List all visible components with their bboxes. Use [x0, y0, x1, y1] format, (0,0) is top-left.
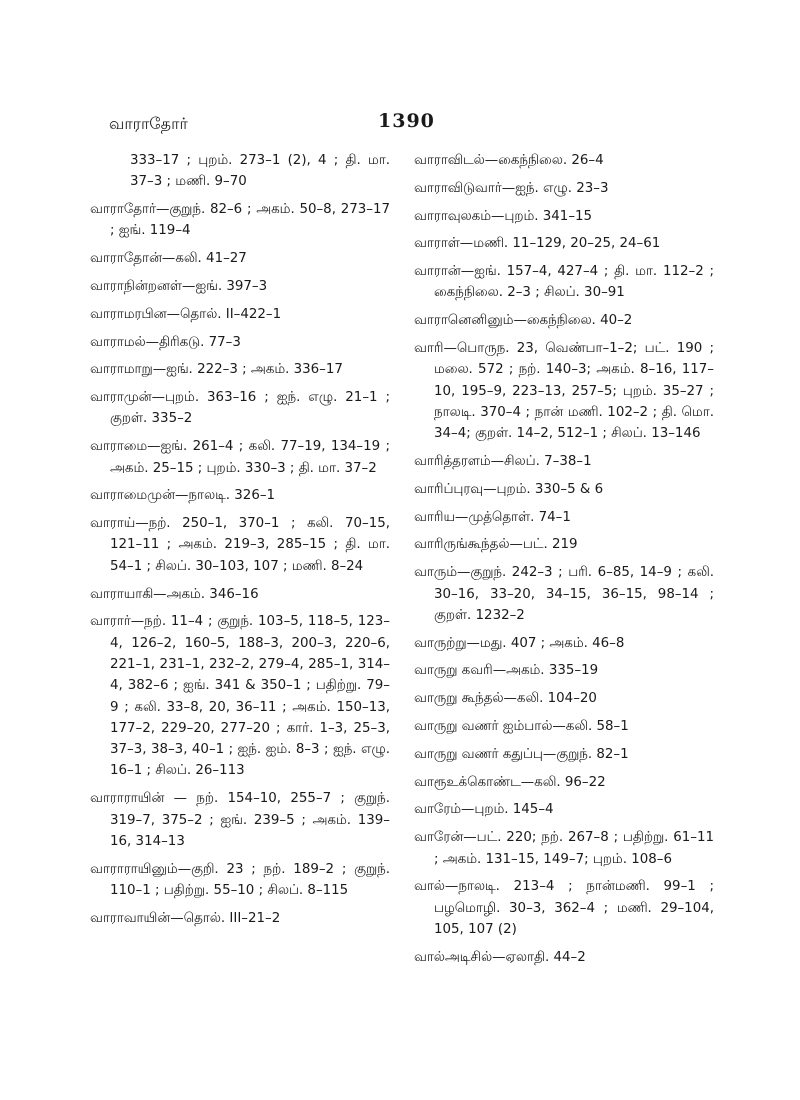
- index-entry: வாராவுலகம்—புறம். 341–15: [414, 208, 593, 224]
- index-entry: 333–17 ; புறம். 273–1 (2), 4 ; தி. மா. 37–3 ; மணி. 9–70: [130, 153, 390, 190]
- index-entry: வாரிப்புரவு—புறம். 330–5 & 6: [414, 481, 604, 497]
- running-head: வாராதோர்: [109, 114, 188, 133]
- index-entry: வாராயாகி—அகம். 346–16: [90, 586, 259, 602]
- index-entry: வாராமுன்—புறம். 363–16 ; ஐந். எழு. 21–1 ; குறள். 335–2: [90, 390, 390, 427]
- index-entry: வாரிருங்கூந்தல்—பட். 219: [414, 537, 578, 553]
- index-entry: வாரேம்—புறம். 145–4: [414, 802, 554, 818]
- page-number: 1390: [378, 110, 435, 132]
- index-entry: வாருறு கூந்தல்—கலி. 104–20: [414, 691, 597, 707]
- index-entry: வாருறு வணர் கதுப்பு—குறுந். 82–1: [414, 746, 629, 762]
- index-entry: வாராமாறு—ஐங். 222–3 ; அகம். 336–17: [90, 362, 343, 378]
- index-entry: வாராராயின் — நற். 154–10, 255–7 ; குறுந். 319–7, 375–2 ; ஐங். 239–5 ; அகம். 139–16, 314–13: [90, 791, 390, 849]
- index-entry: வாரேன்—பட். 220; நற். 267–8 ; பதிற்று. 61–11 ; அகம். 131–15, 149–7; புறம். 108–6: [414, 830, 714, 867]
- index-entry: வாருற்று—மது. 407 ; அகம். 46–8: [414, 635, 625, 651]
- index-entry: வாரூஉக்கொண்ட—கலி. 96–22: [414, 774, 606, 790]
- index-entry: வாரிய—முத்தொள். 74–1: [414, 509, 571, 525]
- index-entry: வாராதோன்—கலி. 41–27: [90, 251, 247, 267]
- left-column: [90, 150, 390, 936]
- index-entry: வாருறு கவரி—அகம். 335–19: [414, 663, 599, 679]
- index-entry: வாராமல்—திரிகடு. 77–3: [90, 334, 241, 350]
- index-entry: வாராராயினும்—குறி. 23 ; நற். 189–2 ; குறுந். 110–1 ; பதிற்று. 55–10 ; சிலப். 8–115: [90, 861, 390, 898]
- index-entry: வாராமரபின—தொல். II–422–1: [90, 306, 282, 322]
- index-entry: வாராய்—நற். 250–1, 370–1 ; கலி. 70–15, 121–11 ; அகம். 219–3, 285–15 ; தி. மா. 54–1 ; சிலப். 30–103, 107 ; மணி. 8–24: [90, 516, 390, 574]
- index-entry: வால்—நாலடி. 213–4 ; நான்மணி. 99–1 ; பழமொழி. 30–3, 362–4 ; மணி. 29–104, 105, 107 (2): [414, 879, 714, 937]
- index-entry: வால்அடிசில்—ஏலாதி. 44–2: [414, 949, 586, 965]
- index-entry: வாரார்—நற். 11–4 ; குறுந். 103–5, 118–5, 123–4, 126–2, 160–5, 188–3, 200–3, 220–6, 221–1, 231–1, 232–2, 279–4, 285–1, 314–4, 382–6 ; ஐங். 341 & 350–1 ; பதிற்று. 79–9 ; கலி. 33–8, 20, 36–11 ; அகம். 150–13, 177–2, 229–20, 277–20 ; கார். 1–3, 25–3, 37–3, 38–3, 40–1 ; ஐந். ஐம். 8–3 ; ஐந். எழு. 16–1 ; சிலப். 26–113: [90, 614, 390, 779]
- index-entry: வாராவிடல்—கைந்நிலை. 26–4: [414, 153, 604, 168]
- index-entry: வாரும்—குறுந். 242–3 ; பரி. 6–85, 14–9 ; கலி. 30–16, 33–20, 34–15, 36–15, 98–14 ; குறள். 1232–2: [414, 565, 714, 623]
- index-entry: வாராள்—மணி. 11–129, 20–25, 24–61: [414, 236, 661, 252]
- index-entry: வாராநின்றனள்—ஐங். 397–3: [90, 278, 268, 294]
- index-entry: வாராதோர்—குறுந். 82–6 ; அகம். 50–8, 273–17 ; ஐங். 119–4: [90, 202, 390, 239]
- index-entry: வாரி—பொருந. 23, வெண்பா–1–2; பட். 190 ; மலை. 572 ; நற். 140–3; அகம். 8–16, 117–10, 195–9, 223–13, 257–5; புறம். 35–27 ; நாலடி. 370–4 ; நான் மணி. 102–2 ; தி. மொ. 34–4; குறள். 14–2, 512–1 ; சிலப். 13–146: [414, 341, 714, 442]
- index-entry: வாராமைமுன்—நாலடி. 326–1: [90, 488, 276, 504]
- index-entry: வாருறு வணர் ஐம்பால்—கலி. 58–1: [414, 719, 629, 735]
- right-column: [414, 150, 714, 975]
- index-entry: வாராமை—ஐங். 261–4 ; கலி. 77–19, 134–19 ; அகம். 25–15 ; புறம். 330–3 ; தி. மா. 37–2: [90, 439, 390, 476]
- index-entry: வாரான்—ஐங். 157–4, 427–4 ; தி. மா. 112–2 ; கைந்நிலை. 2–3 ; சிலப். 30–91: [414, 264, 714, 301]
- index-entry: வாராவாயின்—தொல். III–21–2: [90, 910, 281, 926]
- index-entry: வாரானெனினும்—கைந்நிலை. 40–2: [414, 313, 633, 329]
- index-entry: வாரித்தரளம்—சிலப். 7–38–1: [414, 454, 592, 470]
- index-entry: வாராவிடுவார்—ஐந். எழு. 23–3: [414, 180, 609, 196]
